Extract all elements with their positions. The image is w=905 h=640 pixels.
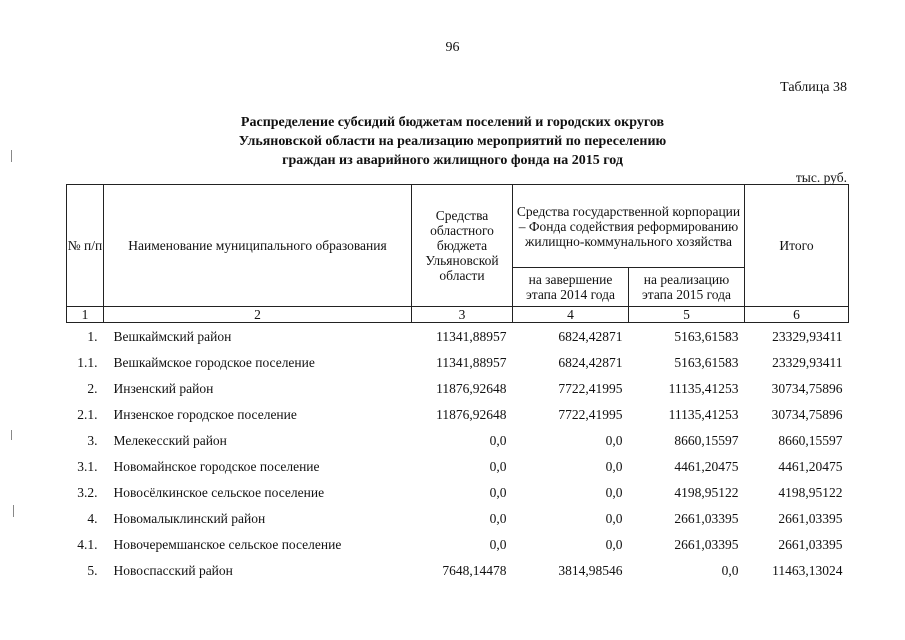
row-total: 30734,75896 (771, 380, 843, 396)
table-row (67, 531, 849, 557)
row-regional: 0,0 (489, 458, 507, 474)
row-total: 2661,03395 (778, 510, 843, 526)
page-number: 96 (445, 40, 460, 55)
row-name: Вешкаймский район (113, 328, 232, 344)
table-row (67, 401, 849, 427)
row-name: Новомалыклинский район (113, 510, 266, 526)
table-body (67, 323, 849, 584)
row-total: 23329,93411 (772, 354, 843, 370)
row-fund-2014: 0,0 (605, 536, 623, 552)
row-number: 4.1. (77, 536, 98, 552)
row-fund-2014: 6824,42871 (558, 354, 623, 370)
row-number: 5. (87, 562, 98, 578)
table-row (67, 453, 849, 479)
row-total: 11463,13024 (772, 562, 843, 578)
table-row (67, 505, 849, 531)
header-fund: Средства государственной корпорации – Фонда содействия реформированию жилищно-коммунального хозяйства (513, 185, 745, 268)
scan-mark (11, 150, 12, 162)
row-name: Новосёлкинское сельское поселение (113, 484, 325, 500)
row-number: 2.1. (77, 406, 98, 422)
column-number: 1 (67, 307, 104, 323)
unit-label: тыс. руб. (795, 170, 847, 185)
table-row (67, 349, 849, 375)
row-fund-2015: 2661,03395 (674, 510, 739, 526)
column-number: 5 (629, 307, 745, 323)
row-fund-2015: 2661,03395 (674, 536, 739, 552)
row-total: 23329,93411 (772, 328, 843, 344)
row-fund-2014: 0,0 (605, 484, 623, 500)
row-fund-2014: 0,0 (605, 432, 623, 448)
column-number: 2 (104, 307, 412, 323)
row-name: Новочеремшанское сельское поселение (113, 536, 342, 552)
row-total: 2661,03395 (778, 536, 843, 552)
row-number: 1.1. (77, 354, 98, 370)
row-name: Инзенское городское поселение (113, 406, 297, 422)
row-fund-2014: 7722,41995 (558, 406, 623, 422)
row-total: 8660,15597 (778, 432, 843, 448)
row-name: Мелекесский район (113, 432, 227, 448)
row-fund-2015: 5163,61583 (674, 354, 739, 370)
row-regional: 7648,14478 (442, 562, 507, 578)
header-regional: Средства областного бюджета Ульяновской области (412, 185, 513, 307)
subsidy-table (66, 184, 849, 583)
row-fund-2014: 3814,98546 (558, 562, 623, 578)
header-name: Наименование муниципального образования (104, 185, 412, 307)
row-fund-2015: 5163,61583 (674, 328, 739, 344)
row-fund-2015: 11135,41253 (668, 406, 739, 422)
row-name: Вешкаймское городское поселение (113, 354, 315, 370)
row-fund-2014: 7722,41995 (558, 380, 623, 396)
column-number: 4 (513, 307, 629, 323)
table-row (67, 479, 849, 505)
row-regional: 11341,88957 (436, 354, 507, 370)
scan-mark (11, 430, 12, 440)
row-name: Новомайнское городское поселение (113, 458, 320, 474)
row-regional: 11876,92648 (436, 380, 507, 396)
row-total: 30734,75896 (771, 406, 843, 422)
column-number: 6 (745, 307, 849, 323)
header-fund-2014: на завершение этапа 2014 года (513, 268, 629, 307)
row-total: 4198,95122 (778, 484, 843, 500)
row-regional: 0,0 (489, 510, 507, 526)
table-title (120, 113, 785, 170)
title-line: Распределение субсидий бюджетам поселений и городских округов (240, 115, 665, 130)
table-row (67, 557, 849, 583)
table-row (67, 375, 849, 401)
row-fund-2015: 8660,15597 (674, 432, 739, 448)
row-regional: 11341,88957 (436, 328, 507, 344)
row-number: 3.2. (77, 484, 98, 500)
row-fund-2014: 0,0 (605, 458, 623, 474)
row-fund-2015: 11135,41253 (668, 380, 739, 396)
row-fund-2014: 6824,42871 (558, 328, 623, 344)
row-regional: 11876,92648 (436, 406, 507, 422)
row-number: 4. (87, 510, 98, 526)
row-number: 2. (87, 380, 98, 396)
row-fund-2015: 4198,95122 (674, 484, 739, 500)
header-fund-2015: на реализацию этапа 2015 года (629, 268, 745, 307)
row-regional: 0,0 (489, 432, 507, 448)
row-name: Новоспасский район (113, 562, 233, 578)
row-fund-2015: 0,0 (721, 562, 739, 578)
row-number: 3. (87, 432, 98, 448)
row-number: 3.1. (77, 458, 98, 474)
row-regional: 0,0 (489, 484, 507, 500)
table-row (67, 323, 849, 350)
row-number: 1. (87, 328, 98, 344)
title-line: Ульяновской области на реализацию мероприятий по переселению (238, 134, 667, 149)
column-number: 3 (412, 307, 513, 323)
header-num: № п/п (67, 185, 104, 307)
table-row (67, 427, 849, 453)
row-total: 4461,20475 (778, 458, 843, 474)
row-regional: 0,0 (489, 536, 507, 552)
scan-mark (13, 505, 14, 517)
row-name: Инзенский район (113, 380, 214, 396)
row-fund-2015: 4461,20475 (674, 458, 739, 474)
header-total: Итого (745, 185, 849, 307)
table-label: Таблица 38 (780, 80, 847, 95)
row-fund-2014: 0,0 (605, 510, 623, 526)
title-line: граждан из аварийного жилищного фонда на 2015 год (282, 153, 623, 168)
